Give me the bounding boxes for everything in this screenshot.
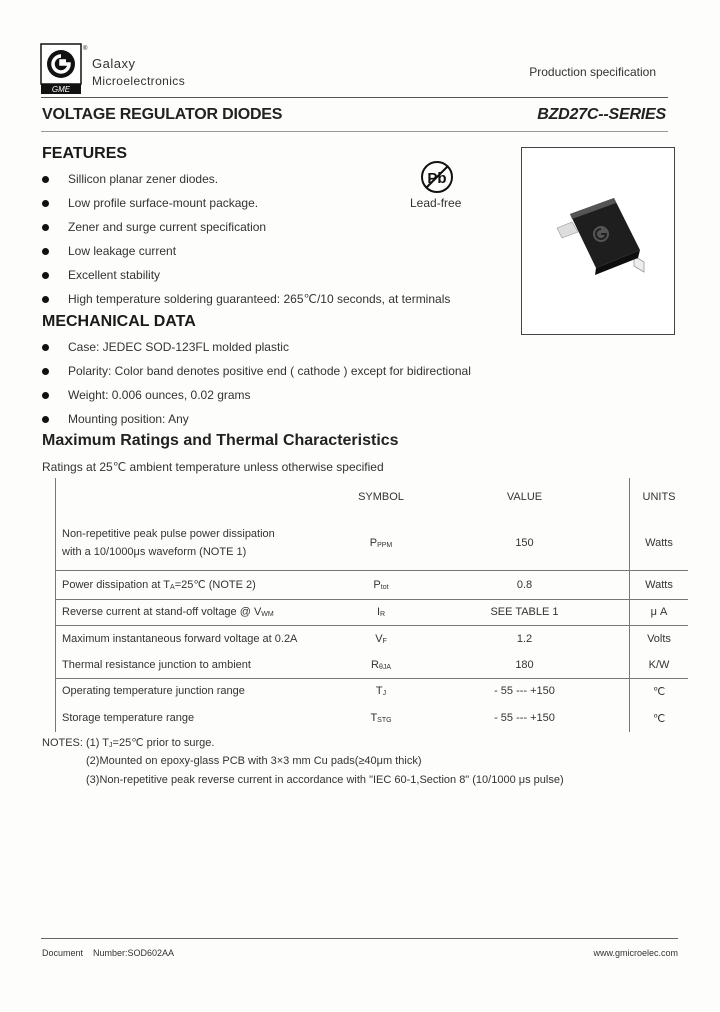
bullet-icon <box>42 248 49 255</box>
bullet-icon <box>42 200 49 207</box>
param-text: Thermal resistance junction to ambient <box>56 652 343 678</box>
ratings-heading: Maximum Ratings and Thermal Characteristics <box>42 432 399 449</box>
param-text: Power dissipation at TA=25℃ (NOTE 2) <box>56 570 343 599</box>
param-text: Storage temperature range <box>56 704 343 732</box>
feature-item: Low profile surface-mount package. <box>68 196 259 210</box>
units-header: UNITS <box>630 478 689 516</box>
bullet-icon <box>42 392 49 399</box>
unit-cell: Volts <box>630 625 689 652</box>
document-title: VOLTAGE REGULATOR DIODES <box>42 106 283 123</box>
value-header: VALUE <box>506 491 543 503</box>
symbol-cell: IR <box>342 599 420 625</box>
table-row <box>56 652 689 678</box>
ratings-note: Ratings at 25℃ ambient temperature unless otherwise specified <box>42 460 384 474</box>
mechanical-item: Polarity: Color band denotes positive end ( cathode ) except for bidirectional <box>68 364 471 378</box>
unit-cell: μ A <box>630 599 689 625</box>
param-text: Operating temperature junction range <box>56 678 343 704</box>
param-text: Reverse current at stand-off voltage @ VWM <box>56 599 343 625</box>
features-heading: FEATURES <box>42 145 128 162</box>
logo-letters: GME <box>51 85 71 94</box>
bullet-icon <box>42 344 49 351</box>
lead-free-label: Lead-free <box>410 196 462 210</box>
mechanical-item: Weight: 0.006 ounces, 0.02 grams <box>68 388 251 402</box>
symbol-header: SYMBOL <box>358 491 404 503</box>
company-logo <box>41 44 88 94</box>
table-row <box>56 599 689 625</box>
note-2: (2)Mounted on epoxy-glass PCB with 3×3 mm Cu pads(≥40μm thick) <box>86 755 422 767</box>
symbol-cell: VF <box>342 625 420 652</box>
symbol-cell: RθJA <box>370 658 391 671</box>
website-link[interactable]: www.gmicroelec.com <box>593 948 678 958</box>
table-row <box>56 516 689 570</box>
title-divider <box>41 131 668 132</box>
symbol-cell: TJ <box>342 678 420 704</box>
unit-cell: ℃ <box>630 678 689 704</box>
feature-item: Sillicon planar zener diodes. <box>68 172 219 186</box>
feature-item: Zener and surge current specification <box>68 220 267 234</box>
symbol-cell: Ptot <box>342 570 420 599</box>
document-number: Document Number:SOD602AA <box>42 948 175 958</box>
production-spec-label: Production specification <box>529 65 656 79</box>
brand-name: Galaxy <box>92 56 136 71</box>
bullet-icon <box>42 368 49 375</box>
bullet-icon <box>42 272 49 279</box>
bullet-icon <box>42 296 49 303</box>
symbol-cell: TSTG <box>370 712 392 724</box>
ratings-table <box>55 478 688 732</box>
table-row <box>56 704 689 732</box>
value-cell: SEE TABLE 1 <box>420 599 630 625</box>
bullet-icon <box>42 224 49 231</box>
unit-cell: ℃ <box>630 704 689 732</box>
footer-divider <box>41 938 678 939</box>
mechanical-heading: MECHANICAL DATA <box>42 313 196 330</box>
table-header-row <box>56 478 689 516</box>
bullet-icon <box>42 416 49 423</box>
svg-text:®: ® <box>83 46 88 52</box>
value-cell: - 55 --- +150 <box>420 678 630 704</box>
lead-free-icon <box>418 160 458 196</box>
param-text: Maximum instantaneous forward voltage at 0.2A <box>56 625 343 652</box>
value-cell: 0.8 <box>420 570 630 599</box>
value-cell: 180 <box>515 658 534 671</box>
series-name: BZD27C--SERIES <box>537 106 666 123</box>
feature-item: High temperature soldering guaranteed: 265℃/10 seconds, at terminals <box>68 292 451 306</box>
feature-item: Excellent stability <box>68 268 161 282</box>
table-row <box>56 570 689 599</box>
mechanical-item: Case: JEDEC SOD-123FL molded plastic <box>68 340 289 354</box>
brand-subtitle: Microelectronics <box>92 74 186 88</box>
header-divider <box>41 97 668 98</box>
table-row <box>56 625 689 652</box>
lead-free-symbol: Pb <box>427 170 447 187</box>
param-text: Non-repetitive peak pulse power dissipation <box>62 527 275 540</box>
note-1: NOTES: (1) TJ=25℃ prior to surge. <box>42 737 215 749</box>
unit-cell: Watts <box>630 516 689 570</box>
value-cell: 150 <box>515 536 534 549</box>
unit-cell: K/W <box>630 652 689 678</box>
value-cell: - 55 --- +150 <box>494 712 555 724</box>
feature-item: Low leakage current <box>68 244 177 258</box>
value-cell: 1.2 <box>420 625 630 652</box>
package-photo <box>521 147 675 335</box>
symbol-cell: PPPM <box>369 536 393 549</box>
bullet-icon <box>42 176 49 183</box>
table-row <box>56 678 689 704</box>
param-text: with a 10/1000μs waveform (NOTE 1) <box>62 545 247 558</box>
unit-cell: Watts <box>630 570 689 599</box>
note-3: (3)Non-repetitive peak reverse current in accordance with "IEC 60-1,Section 8" (10/1000 μs pulse) <box>86 774 564 786</box>
mechanical-item: Mounting position: Any <box>68 412 189 426</box>
